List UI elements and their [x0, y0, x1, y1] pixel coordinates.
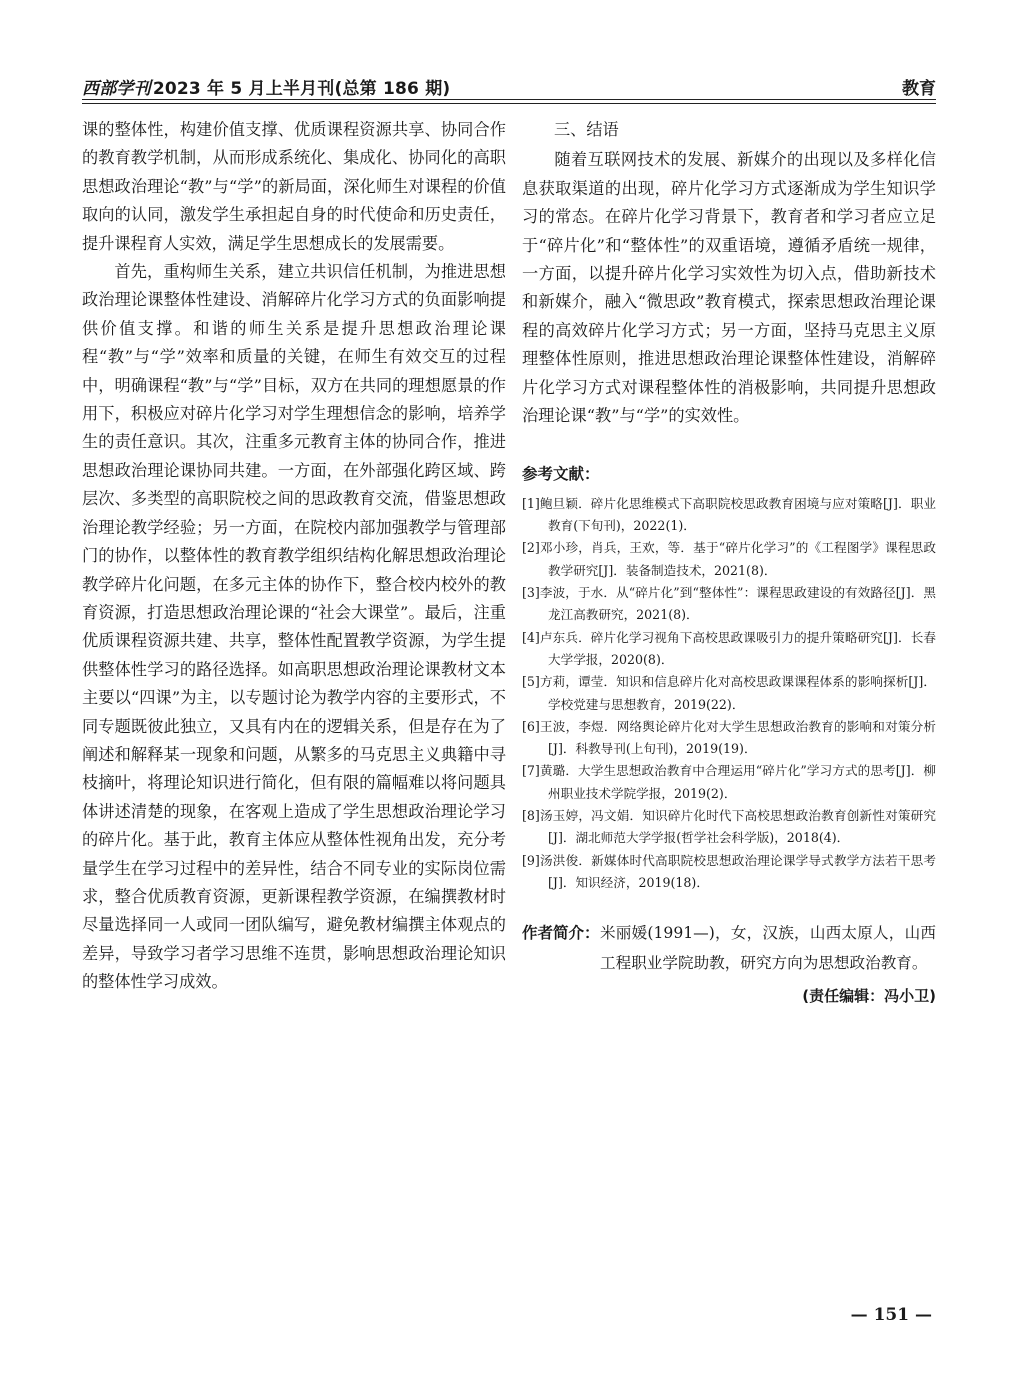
issue-info: 2023 年 5 月上半月刊(总第 186 期) [152, 79, 451, 99]
author-label: 作者简介： [522, 924, 600, 943]
reference-item: [9]汤洪俊．新媒体时代高职院校思想政治理论课学导式教学方法若干思考[J]．知识经济，2019(18)． [522, 852, 936, 890]
reference-item: [4]卢东兵．碎片化学习视角下高校思政课吸引力的提升策略研究[J]．长春大学学报，2020(8)． [522, 629, 936, 667]
editor-note: (责任编辑：冯小卫) [802, 987, 936, 1006]
left-column [82, 116, 506, 997]
reference-item: [6]王波，李煜．网络舆论碎片化对大学生思想政治教育的影响和对策分析[J]．科教导刊(上旬刊)，2019(19)． [522, 718, 936, 757]
section-title: 三、结语 [554, 120, 619, 139]
section-label: 教育 [902, 79, 936, 99]
references-heading: 参考文献： [522, 465, 600, 484]
author-bio: 米丽媛(1991—)，女，汉族，山西太原人，山西工程职业学院助教，研究方向为思想政治教育。 [600, 924, 936, 973]
reference-item: [1]鲍旦颖．碎片化思维模式下高职院校思政教育困境与应对策略[J]．职业教育(下旬刊)，2022(1)． [522, 495, 936, 534]
reference-item: [7]黄璐．大学生思想政治教育中合理运用“碎片化”学习方式的思考[J]．柳州职业技术学院学报，2019(2)． [522, 763, 936, 801]
body-paragraph-continued: 课的整体性，构建价值支撑、优质课程资源共享、协同合作的教育教学机制，从而形成系统化、集成化、协同化的高职思想政治理论“教”与“学”的新局面，深化师生对课程的价值取向的认同，激发学生承担起自身的时代使命和历史责任，提升课程育人实效，满足学生思想成长的发展需要。 [82, 120, 506, 253]
body-paragraph: 首先，重构师生关系，建立共识信任机制，为推进思想政治理论课整体性建设、消解碎片化学习方式的负面影响提供价值支撑。和谐的师生关系是提升思想政治理论课程“教”与“学”效率和质量的关键，在师生有效交互的过程中，明确课程“教”与“学”目标，双方在共同的理想愿景的作用下，积极应对碎片化学习对学生理想信念的影响，培养学生的责任意识。其次，注重多元教育主体的协同合作，推进思想政治理论课协同共建。一方面，在外部强化跨区域、跨层次、多类型的高职院校之间的思政教育交流，借鉴思想政治理论教学经验；另一方面，在院校内部加强教学与管理部门的协作，以整体性的教育教学组织结构化解思想政治理论教学碎片化问题，在多元主体的协作下，整合校内校外的教育资源，打造思想政治理论课的“社会大课堂”。最后，注重优质课程资源共建、共享，整体性配置教学资源，为学生提供整体性学习的路径选择。如高职思想政治理论课教材文本主要以“四课”为主，以专题讨论为教学内容的主要形式，不同专题既彼此独立，又具有内在的逻辑关系，但是存在为了阐述和解释某一现象和问题，从繁多的马克思主义典籍中寻枝摘叶，将理论知识进行简化，但有限的篇幅难以将问题具体讲述清楚的现象，在客观上造成了学生思想政治理论学习的碎片化。基于此，教育主体应从整体性视角出发，充分考量学生在学习过程中的差异性，结合不同专业的实际岗位需求，整合优质教育资源，更新课程教学资源，在编撰教材时尽量选择同一人或同一团队编写，避免教材编撰主体观点的差异，导致学习者学习思维不连贯，影响思想政治理论知识的整体性学习成效。 [82, 262, 506, 992]
journal-issue-line [82, 74, 450, 99]
journal-logo: 西部学刊 [82, 79, 151, 99]
right-column [522, 116, 936, 1011]
page-header [82, 74, 936, 98]
reference-item: [2]邓小珍，肖兵，王欢，等．基于“碎片化学习”的《工程图学》课程思政教学研究[J]．装备制造技术，2021(8)． [522, 540, 936, 578]
header-rule [82, 99, 936, 104]
reference-item: [8]汤玉婷，冯文娟．知识碎片化时代下高校思想政治教育创新性对策研究[J]．湖北师范大学学报(哲学社会科学版)，2018(4)． [522, 808, 936, 846]
author-bio-block [522, 918, 936, 978]
conclusion-paragraph: 随着互联网技术的发展、新媒介的出现以及多样化信息获取渠道的出现，碎片化学习方式逐渐成为学生知识学习的常态。在碎片化学习背景下，教育者和学习者应立足于“碎片化”和“整体性”的双重语境，遵循矛盾统一规律，一方面，以提升碎片化学习实效性为切入点，借助新技术和新媒介，融入“微思政”教育模式，探索思想政治理论课程的高效碎片化学习方式；另一方面，坚持马克思主义原理整体性原则，推进思想政治理论课整体性建设，消解碎片化学习方式对课程整体性的消极影响，共同提升思想政治理论课“教”与“学”的实效性。 [522, 150, 936, 426]
reference-item: [3]李波，于水．从“碎片化”到“整体性”：课程思政建设的有效路径[J]．黑龙江高教研究，2021(8)． [522, 585, 936, 623]
references-list [522, 493, 936, 894]
page-number: — 151 — [850, 1305, 932, 1325]
reference-item: [5]方莉，谭莹．知识和信息碎片化对高校思政课课程体系的影响探析[J]．学校党建与思想教育，2019(22)． [522, 674, 936, 712]
